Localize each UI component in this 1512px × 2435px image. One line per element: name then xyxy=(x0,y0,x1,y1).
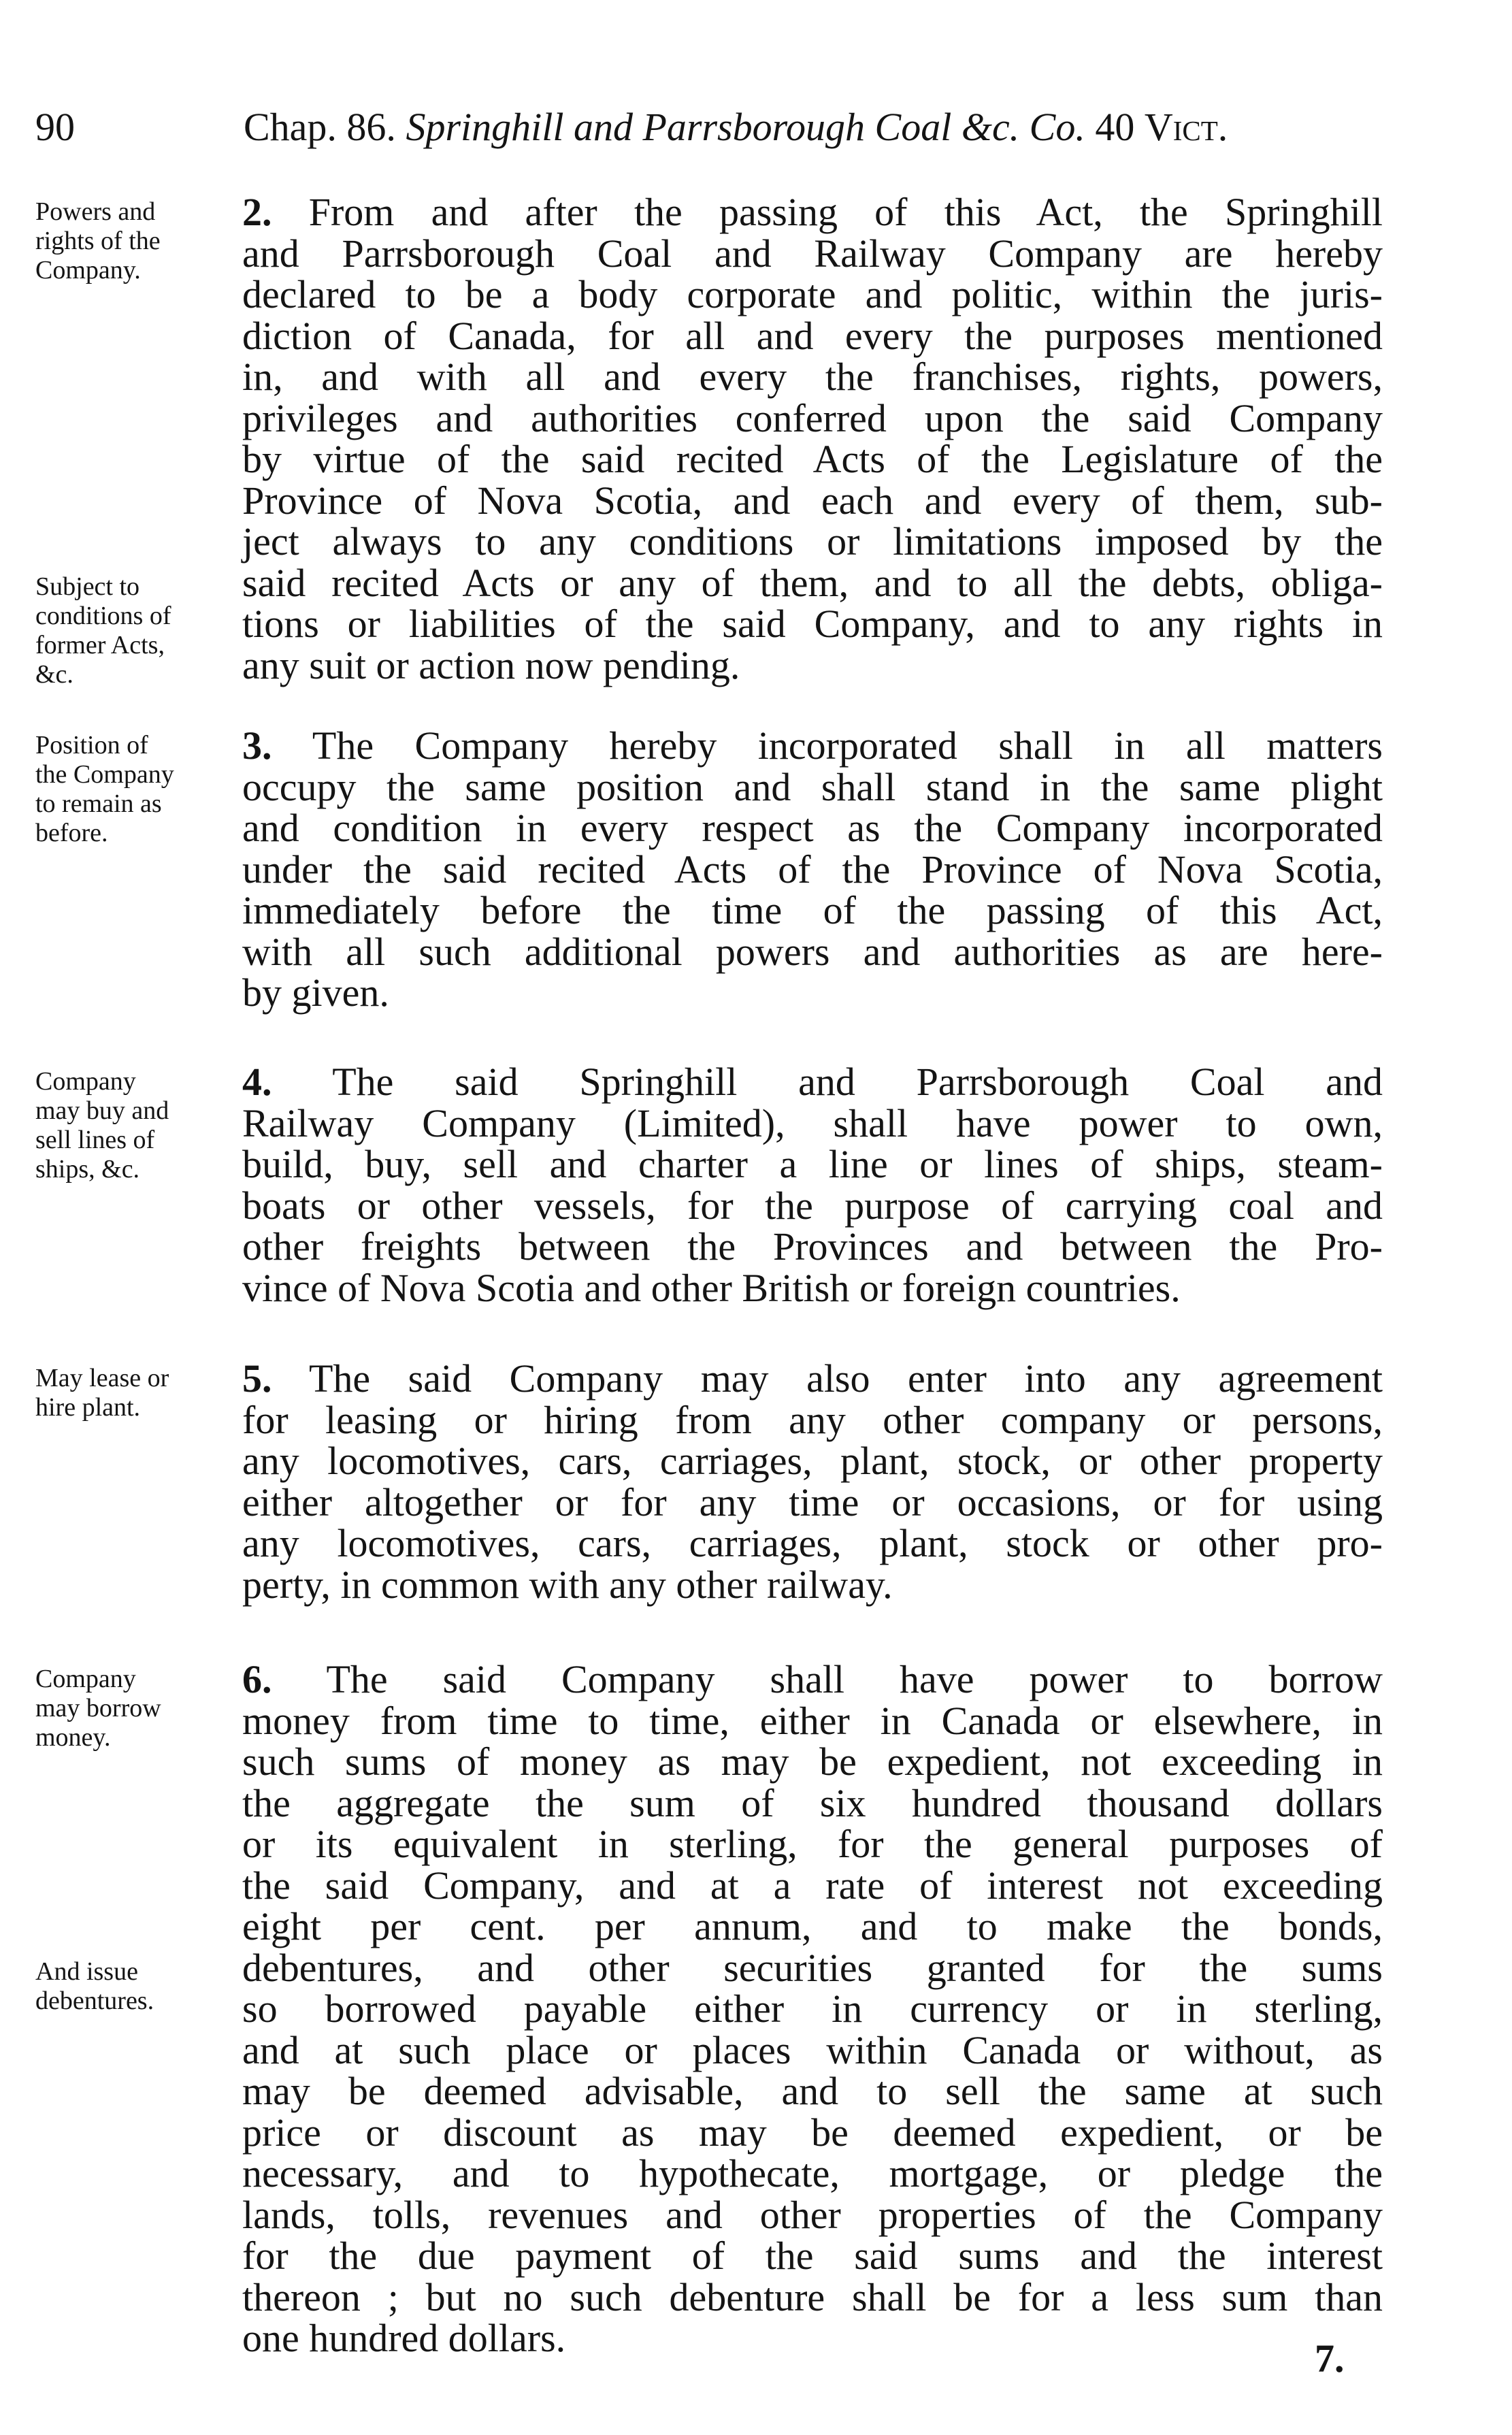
marginal-note xyxy=(35,731,233,848)
text-line: Province of Nova Scotia, and each and every of them, sub- xyxy=(242,478,1383,523)
text-line xyxy=(242,725,1383,767)
text-line: with all such additional powers and authorities as are here- xyxy=(242,929,1383,974)
marginal-note-line: to remain as xyxy=(35,789,162,818)
marginal-note-line: sell lines of xyxy=(35,1126,155,1154)
text-line: and at such place or places within Canada or without, as xyxy=(242,2027,1383,2072)
text-line: either altogether or for any time or occasions, or for using xyxy=(242,1480,1383,1524)
text-line: may be deemed advisable, and to sell the same at such xyxy=(242,2069,1383,2113)
text-line: diction of Canada, for all and every the purposes mentioned xyxy=(242,313,1383,358)
marginal-note-line: the Company xyxy=(35,760,174,789)
text-line-content: The said Springhill and Parrsborough Coal and xyxy=(332,1060,1383,1104)
text-line: any locomotives, cars, carriages, plant, stock, or other property xyxy=(242,1439,1383,1483)
text-line: immediately before the time of the passing of this Act, xyxy=(242,888,1383,932)
marginal-note-line: Powers and xyxy=(35,197,156,226)
marginal-note-line: may borrow xyxy=(35,1694,161,1722)
section-text xyxy=(242,1062,1383,1309)
text-line xyxy=(242,1358,1383,1400)
section-number: 2. xyxy=(242,190,272,234)
text-line: by virtue of the said recited Acts of the Legislature of the xyxy=(242,437,1383,481)
section-text xyxy=(242,1659,1383,2359)
running-head-reign: Vict. xyxy=(1144,105,1228,149)
text-line: ject always to any conditions or limitations imposed by the xyxy=(242,519,1383,563)
marginal-note-line: &c. xyxy=(35,659,73,689)
marginal-note xyxy=(35,1067,233,1184)
marginal-note-line: And issue xyxy=(35,1957,138,1986)
text-line: perty, in common with any other railway. xyxy=(242,1562,893,1607)
marginal-note-line: hire plant. xyxy=(35,1393,141,1422)
text-line: occupy the same position and shall stand in the same plight xyxy=(242,764,1383,809)
marginal-note-line: before. xyxy=(35,819,108,847)
text-line: money from time to time, either in Canada or elsewhere, in xyxy=(242,1698,1383,1743)
text-line: by given. xyxy=(242,970,389,1015)
section-number: 5. xyxy=(242,1356,272,1401)
text-line: such sums of money as may be expedient, not exceeding in xyxy=(242,1739,1383,1784)
text-line: privileges and authorities conferred upon the said Company xyxy=(242,395,1383,440)
catchword: 7. xyxy=(1315,2336,1345,2381)
text-line: build, buy, sell and charter a line or lines of ships, steam- xyxy=(242,1142,1383,1186)
marginal-note-line: Company xyxy=(35,1067,136,1096)
text-line: vince of Nova Scotia and other British or foreign countries. xyxy=(242,1265,1181,1310)
text-line: debentures, and other securities granted for the sums xyxy=(242,1945,1383,1990)
text-line: so borrowed payable either in currency or in sterling, xyxy=(242,1987,1383,2031)
marginal-note-line: Position of xyxy=(35,731,148,759)
text-line: declared to be a body corporate and politic, within the juris- xyxy=(242,272,1383,316)
marginal-note-line: may buy and xyxy=(35,1096,169,1125)
text-line: any suit or action now pending. xyxy=(242,642,740,687)
section-text xyxy=(242,192,1383,686)
text-line: and Parrsborough Coal and Railway Company are hereby xyxy=(242,231,1383,276)
marginal-note xyxy=(35,1665,233,1752)
text-line: one hundred dollars. xyxy=(242,2316,566,2360)
text-line-content: The Company hereby incorporated shall in all matters xyxy=(312,723,1383,768)
section-number: 4. xyxy=(242,1060,272,1104)
marginal-note-line: Company xyxy=(35,1665,136,1693)
text-line: the aggregate the sum of six hundred thousand dollars xyxy=(242,1780,1383,1825)
text-line: other freights between the Provinces and between the Pro- xyxy=(242,1224,1383,1269)
marginal-note xyxy=(35,1957,233,2016)
text-line: boats or other vessels, for the purpose of carrying coal and xyxy=(242,1183,1383,1228)
text-line xyxy=(242,1062,1383,1103)
text-line: any locomotives, cars, carriages, plant, stock or other pro- xyxy=(242,1521,1383,1565)
text-line: lands, tolls, revenues and other properties of the Company xyxy=(242,2192,1383,2237)
marginal-note-line: former Acts, xyxy=(35,630,165,659)
running-head xyxy=(244,103,1228,151)
marginal-note-line: rights of the xyxy=(35,227,161,255)
marginal-note-line: Company. xyxy=(35,256,141,284)
text-line: thereon ; but no such debenture shall be for a less sum than xyxy=(242,2274,1383,2319)
marginal-note-line: Subject to xyxy=(35,572,140,601)
text-line: necessary, and to hypothecate, mortgage, or pledge the xyxy=(242,2151,1383,2195)
section-number: 6. xyxy=(242,1657,272,1701)
text-line: tions or liabilities of the said Company, and to any rights in xyxy=(242,602,1383,646)
text-line: price or discount as may be deemed expedient, or be xyxy=(242,2110,1383,2155)
text-line: said recited Acts or any of them, and to all the debts, obliga- xyxy=(242,560,1383,605)
marginal-note-line: May lease or xyxy=(35,1364,169,1392)
marginal-note-line: conditions of xyxy=(35,601,171,630)
text-line: Railway Company (Limited), shall have power to own, xyxy=(242,1100,1383,1145)
section-text xyxy=(242,1358,1383,1605)
marginal-note-line: ships, &c. xyxy=(35,1155,140,1183)
text-line-content: From and after the passing of this Act, the Springhill xyxy=(308,190,1383,234)
text-line xyxy=(242,1659,1383,1701)
text-line: and condition in every respect as the Company incorporated xyxy=(242,806,1383,850)
running-head-title: Springhill and Parrsborough Coal &c. Co. xyxy=(406,105,1085,149)
text-line: or its equivalent in sterling, for the general purposes of xyxy=(242,1822,1383,1866)
text-line: in, and with all and every the franchises, rights, powers, xyxy=(242,355,1383,399)
marginal-note xyxy=(35,1364,233,1422)
marginal-note xyxy=(35,572,233,689)
text-line: for the due payment of the said sums and the interest xyxy=(242,2234,1383,2278)
text-line-content: The said Company shall have power to borrow xyxy=(326,1657,1383,1701)
text-line: the said Company, and at a rate of interest not exceeding xyxy=(242,1863,1383,1908)
section-text xyxy=(242,725,1383,1014)
marginal-note-line: debentures. xyxy=(35,1986,154,2015)
page-number: 90 xyxy=(35,105,75,149)
text-line: eight per cent. per annum, and to make the bonds, xyxy=(242,1904,1383,1948)
text-line xyxy=(242,192,1383,233)
marginal-note xyxy=(35,197,233,285)
text-line-content: The said Company may also enter into any agreement xyxy=(308,1356,1383,1401)
marginal-note-line: money. xyxy=(35,1723,111,1752)
text-line: under the said recited Acts of the Province of Nova Scotia, xyxy=(242,847,1383,892)
section-number: 3. xyxy=(242,723,272,768)
text-line: for leasing or hiring from any other company or persons, xyxy=(242,1397,1383,1442)
running-head-chapter: Chap. 86. xyxy=(244,105,396,149)
running-head-year: 40 xyxy=(1095,105,1135,149)
